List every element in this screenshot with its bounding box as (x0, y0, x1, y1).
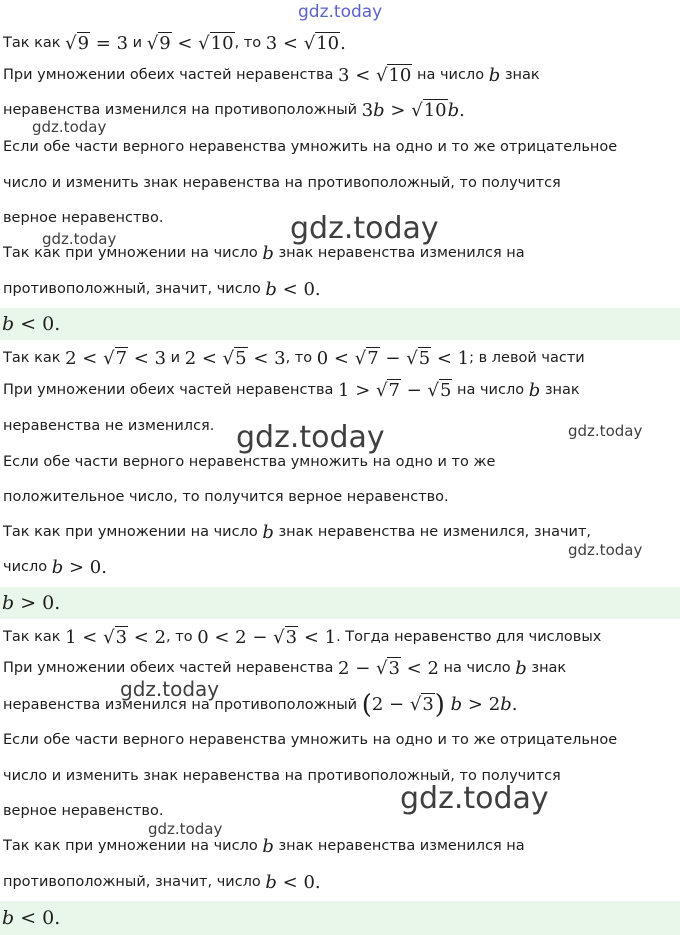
solution-line: верное неравенство. (3, 803, 164, 819)
solution-line: Так как 2 < √7 < 3 и 2 < √5 < 3 , то 0 < √7 − √5 < 1 ; в левой части (3, 347, 585, 369)
watermark: gdz.today (568, 541, 643, 559)
solution-line: Так как 1 < √3 < 2 , то 0 < 2 − √3 < 1 . Тогда неравенство для числовых (3, 626, 602, 648)
solution-line: Так как √9 = 3 и √9 < √10 , то 3 < √10. (3, 32, 346, 54)
solution-line: верное неравенство. (3, 210, 164, 226)
solution-line: противоположный, значит, число b < 0. (3, 278, 321, 300)
solution-line: число b > 0. (3, 556, 107, 578)
solution-line: число и изменить знак неравенства на противоположный, то получится (3, 768, 561, 784)
watermark: gdz.today (32, 118, 107, 136)
solution-line: Так как при умножении на число b знак неравенства не изменился, значит, (3, 521, 592, 543)
solution-line: При умножении обеих частей неравенства 2 − √3 < 2 на число b знак (3, 657, 567, 679)
answer-line: b < 0. (0, 308, 680, 340)
watermark: gdz.today (120, 677, 220, 701)
watermark: gdz.today (290, 211, 439, 246)
watermark: gdz.today (298, 2, 383, 22)
solution-line: Так как при умножении на число b знак неравенства изменился на (3, 242, 525, 264)
solution-line: положительное число, то получится верное неравенство. (3, 489, 449, 505)
solution-line: неравенства изменился на противоположный (2 − √3) b > 2b. (3, 690, 518, 720)
answer-line: b > 0. (0, 587, 680, 619)
answer-line: b < 0. (0, 901, 680, 935)
watermark: gdz.today (568, 422, 643, 440)
watermark: gdz.today (148, 820, 223, 838)
solution-line: При умножении обеих частей неравенства 3 < √10 на число b знак (3, 64, 540, 86)
solution-line: противоположный, значит, число b < 0. (3, 871, 321, 893)
solution-line: Если обе части верного неравенства умножить на одно и то же отрицательное (3, 139, 618, 155)
solution-line: Так как при умножении на число b знак неравенства изменился на (3, 835, 525, 857)
solution-line: неравенства изменился на противоположный 3b > √10b. (3, 99, 465, 121)
solution-line: неравенства не изменился. (3, 418, 215, 434)
solution-line: число и изменить знак неравенства на противоположный, то получится (3, 175, 561, 191)
solution-line: При умножении обеих частей неравенства 1 > √7 − √5 на число b знак (3, 379, 580, 401)
watermark: gdz.today (42, 230, 117, 248)
solution-line: Если обе части верного неравенства умножить на одно и то же отрицательное (3, 732, 618, 748)
watermark: gdz.today (236, 420, 385, 455)
solution-line: Если обе части верного неравенства умножить на одно и то же (3, 454, 496, 470)
watermark: gdz.today (400, 781, 549, 816)
